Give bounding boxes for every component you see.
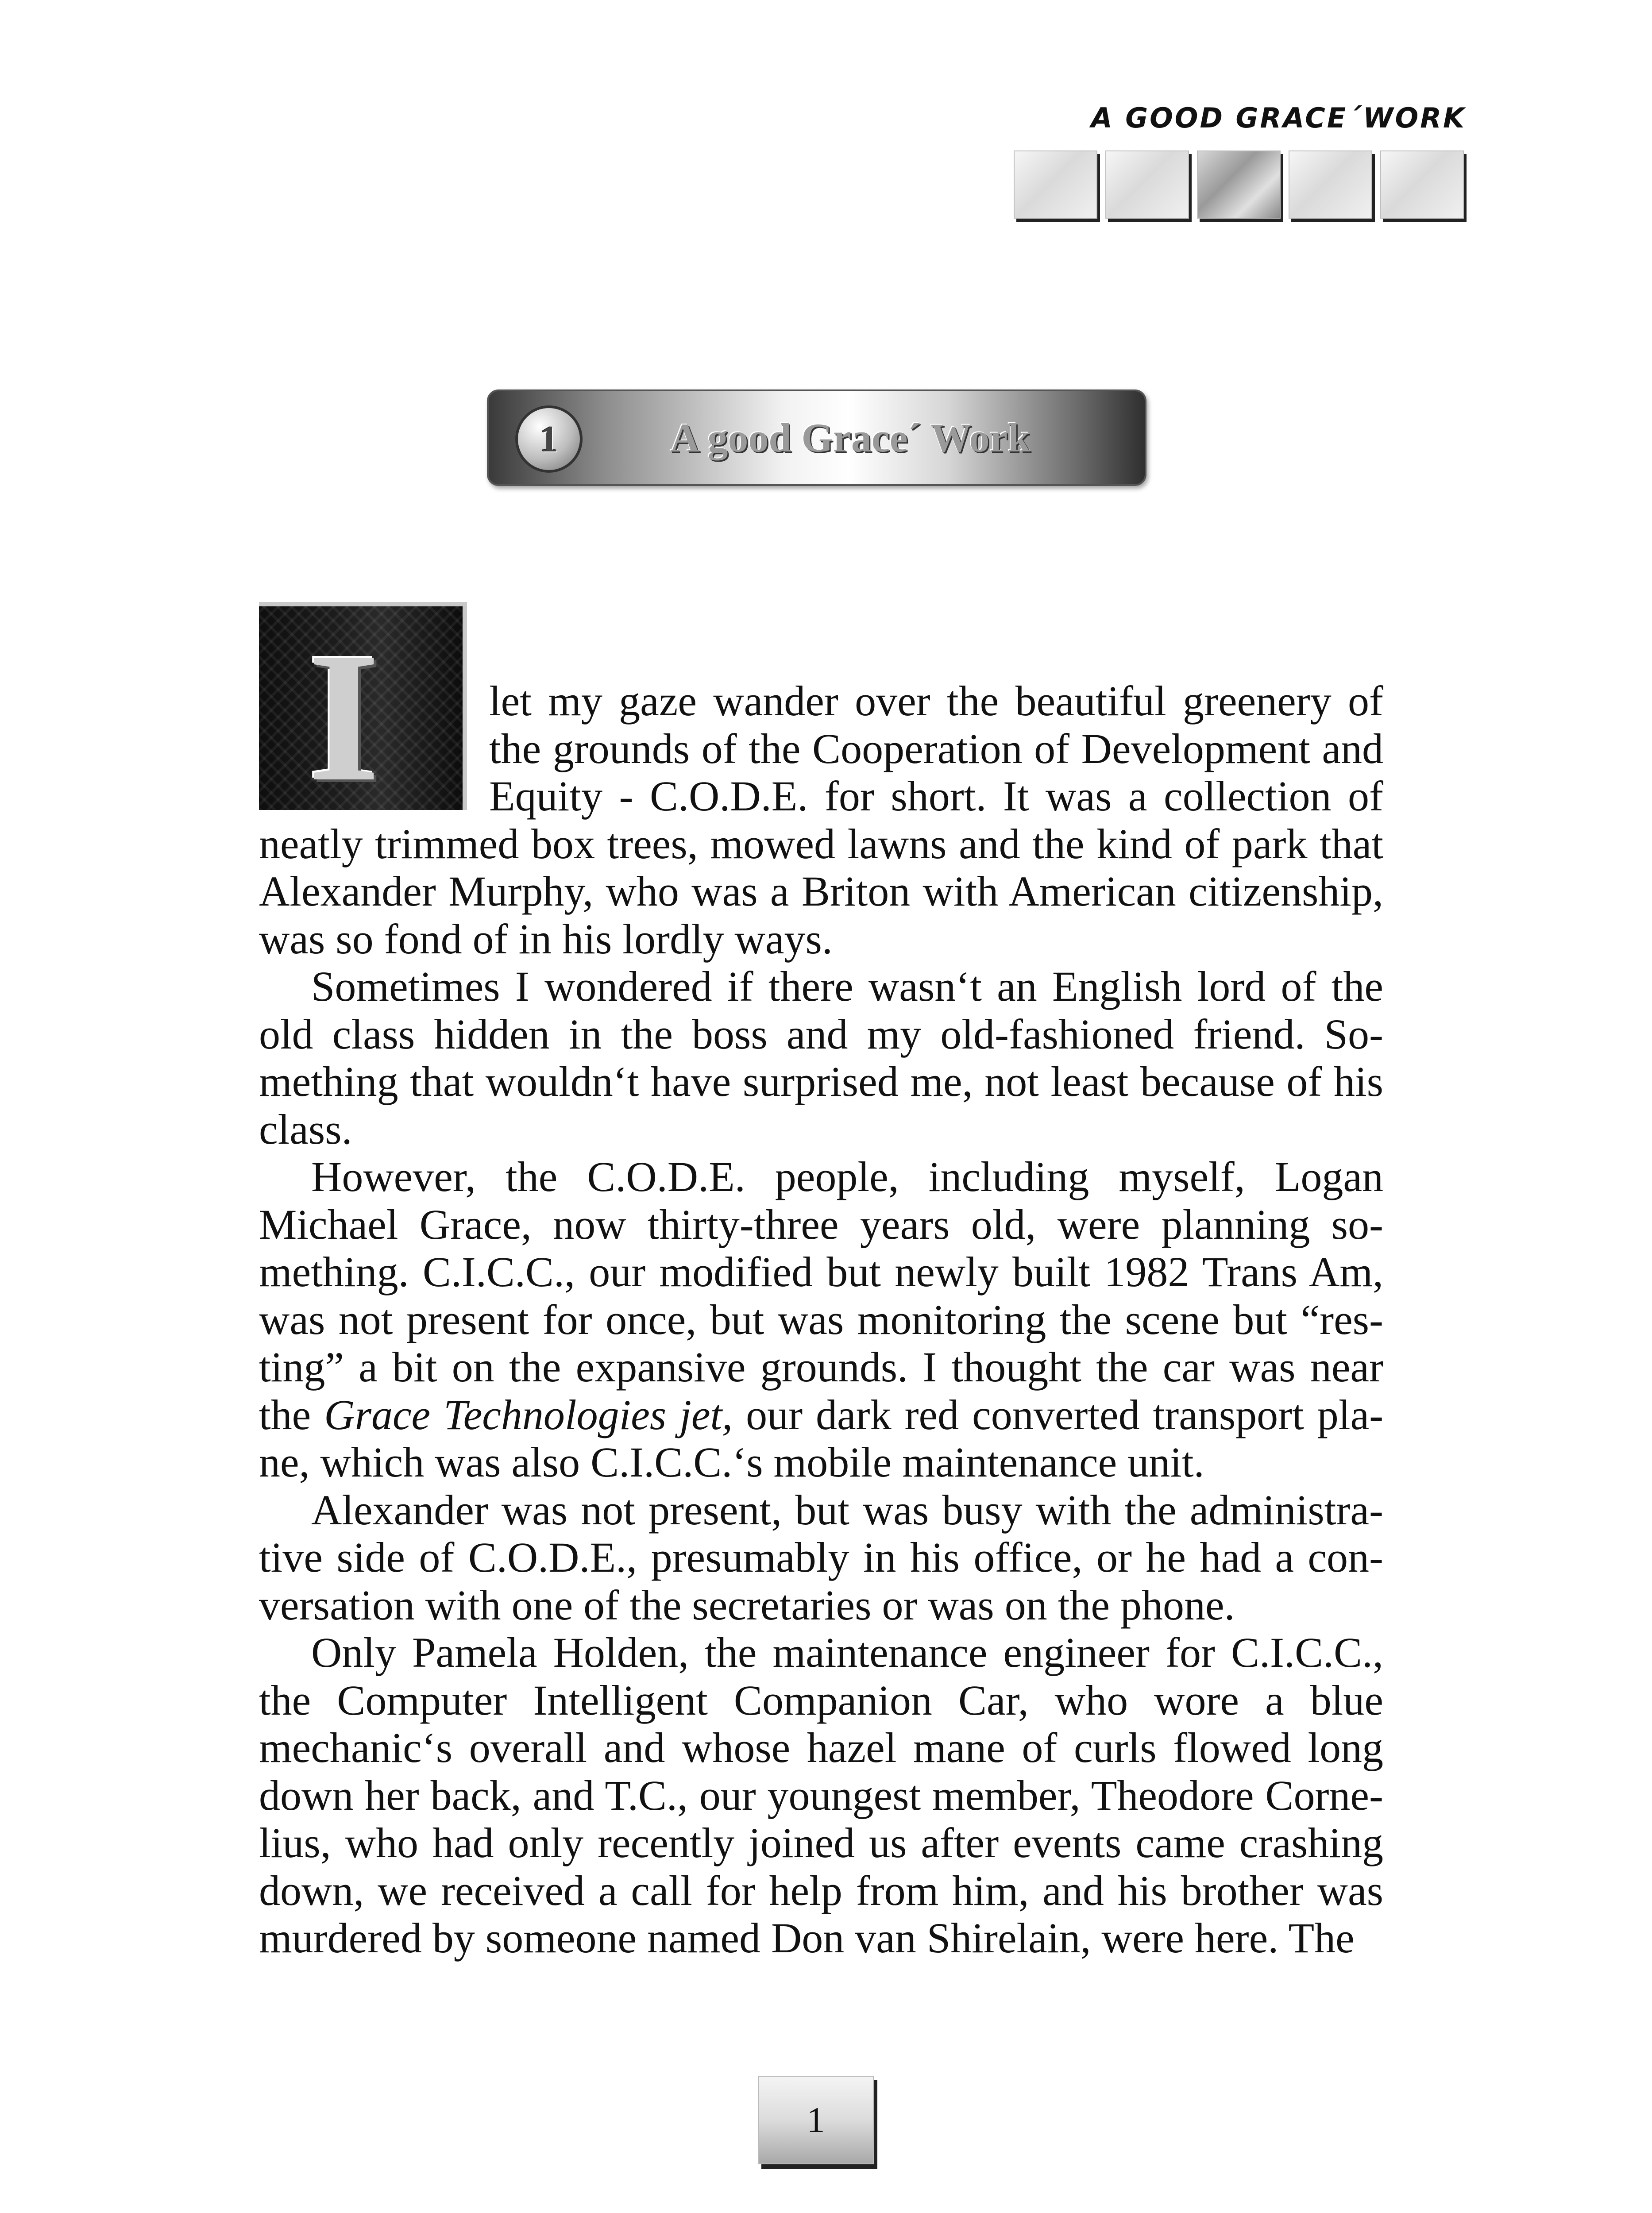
paragraph <box>259 1153 1383 1486</box>
chapter-tab <box>1380 150 1464 219</box>
chapter-tab-active <box>1197 150 1281 219</box>
paragraph-text: let my gaze wander over the beautiful greenery of the grounds of the Cooperation of Development and Equity - C.O.D.E. for short. It was a collection of neatly trimmed box trees, mowed lawns and the kind of park that Alexander Murphy, who was a Briton with American citizenship, was so fond of in his lordly ways. <box>259 677 1383 963</box>
running-title: A GOOD GRACE´WORK <box>1091 102 1466 134</box>
chapter-banner <box>487 389 1146 486</box>
paragraph: Alexander was not present, but was busy with the administrative side of C.O.D.E., presumably in his office, or he had a conversation with one of the secretaries or was on the phone. <box>259 1486 1383 1629</box>
chapter-number-badge: 1 <box>515 405 583 473</box>
paragraph <box>259 677 1383 963</box>
body-text <box>259 677 1383 1962</box>
drop-cap-letter: I <box>308 614 380 810</box>
italic-text: Grace Technologies jet, <box>324 1391 733 1438</box>
paragraph: Only Pamela Holden, the maintenance engineer for C.I.C.C., the Computer Intelligent Companion Car, who wore a blue mechanic‘s overall and whose hazel mane of curls flowed long down her back, and T.C., our youngest member, Theodore Cornelius, who had only recently joined us after events came crashing down, we received a call for help from him, and his brother was murdered by someone named Don van Shirelain, were here. The <box>259 1629 1383 1962</box>
page-number: 1 <box>758 2076 874 2164</box>
paragraph-text: our dark red converted transport plane, which was also C.I.C.C.‘s mobile maintenance unit. <box>259 1391 1384 1486</box>
paragraph: Sometimes I wondered if there wasn‘t an English lord of the old class hidden in the boss and my old-fashioned friend. Something that wouldn‘t have surprised me, not least because of his class. <box>259 963 1383 1153</box>
paragraph-text: However, the C.O.D.E. people, including myself, Logan Michael Grace, now thirty-three years old, were planning something. C.I.C.C., our modified but newly built 1982 Trans Am, was not present for once, but was monitoring the scene but “resting” a bit on the expansive grounds. I thought the car was near the <box>259 1153 1383 1438</box>
chapter-tab <box>1289 150 1372 219</box>
chapter-tabs <box>1014 150 1464 219</box>
chapter-title: A good Grace´ Work <box>670 415 1031 460</box>
chapter-tab <box>1014 150 1097 219</box>
chapter-tab <box>1105 150 1189 219</box>
